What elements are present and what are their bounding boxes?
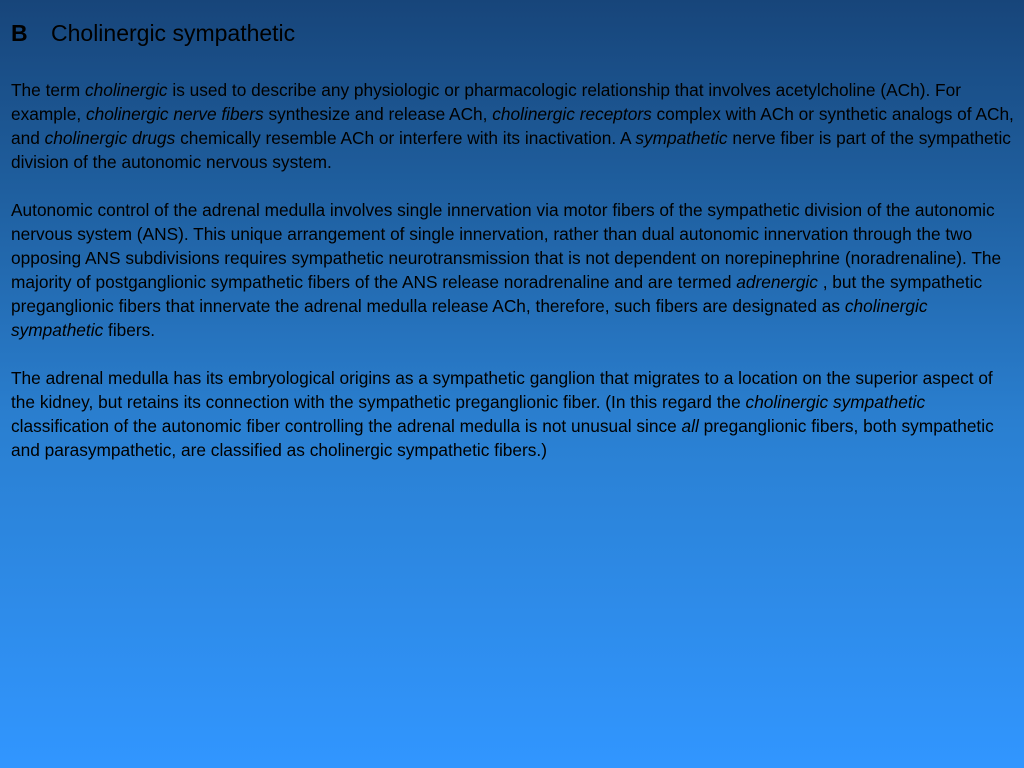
title-text: Cholinergic sympathetic bbox=[51, 20, 296, 46]
text-run: fibers. bbox=[103, 320, 156, 340]
emphasized-term: cholinergic drugs bbox=[44, 128, 176, 148]
emphasized-term: all bbox=[681, 416, 699, 436]
text-run: complex with ACh or synthetic analogs of ACh, and bbox=[11, 104, 1014, 148]
emphasized-term: adrenergic bbox=[736, 272, 818, 292]
text-run: synthesize and release ACh, bbox=[263, 104, 493, 124]
text-run: chemically resemble ACh or interfere with its inactivation. A bbox=[175, 128, 636, 148]
paragraph-embryology bbox=[11, 366, 1019, 462]
title-letter: B bbox=[11, 20, 28, 46]
text-run: is used to describe any physiologic or pharmacologic relationship that involves acetylcholine (ACh). For example, bbox=[11, 80, 961, 124]
text-run: preganglionic fibers, both sympathetic and parasympathetic, are classified as cholinergic sympathetic fibers.) bbox=[11, 416, 994, 460]
text-run: nerve fiber is part of the sympathetic division of the autonomic nervous system. bbox=[11, 128, 1011, 172]
emphasized-term: cholinergic nerve fibers bbox=[85, 104, 264, 124]
text-run: , but the sympathetic preganglionic fibers that innervate the adrenal medulla release ACh, therefore, such fibers are designated as bbox=[11, 272, 983, 316]
emphasized-term: sympathetic bbox=[635, 128, 728, 148]
slide-title bbox=[11, 19, 295, 47]
emphasized-term: cholinergic sympathetic bbox=[745, 392, 926, 412]
text-run: The term bbox=[11, 80, 85, 100]
emphasized-term: cholinergic receptors bbox=[492, 104, 652, 124]
paragraph-adrenal-control bbox=[11, 198, 1019, 342]
text-run: The adrenal medulla has its embryological origins as a sympathetic ganglion that migrates to a location on the superior aspect of the kidney, but retains its connection with the sympathetic preganglionic fiber. (In this regard the bbox=[11, 368, 993, 412]
emphasized-term: cholinergic bbox=[84, 80, 168, 100]
slide-body bbox=[11, 78, 1019, 486]
text-run: classification of the autonomic fiber controlling the adrenal medulla is not unusual since bbox=[11, 416, 682, 436]
paragraph-cholinergic-definition bbox=[11, 78, 1019, 174]
text-run: Autonomic control of the adrenal medulla involves single innervation via motor fibers of the sympathetic division of the autonomic nervous system (ANS). This unique arrangement of single innervation, rather than dual autonomic innervation through the two opposing ANS subdivisions requires sympathetic neurotransmission that is not dependent on norepinephrine (noradrenaline). The majority of postganglionic sympathetic fibers of the ANS release noradrenaline and are termed bbox=[11, 200, 1002, 292]
emphasized-term: cholinergic sympathetic bbox=[11, 296, 928, 340]
